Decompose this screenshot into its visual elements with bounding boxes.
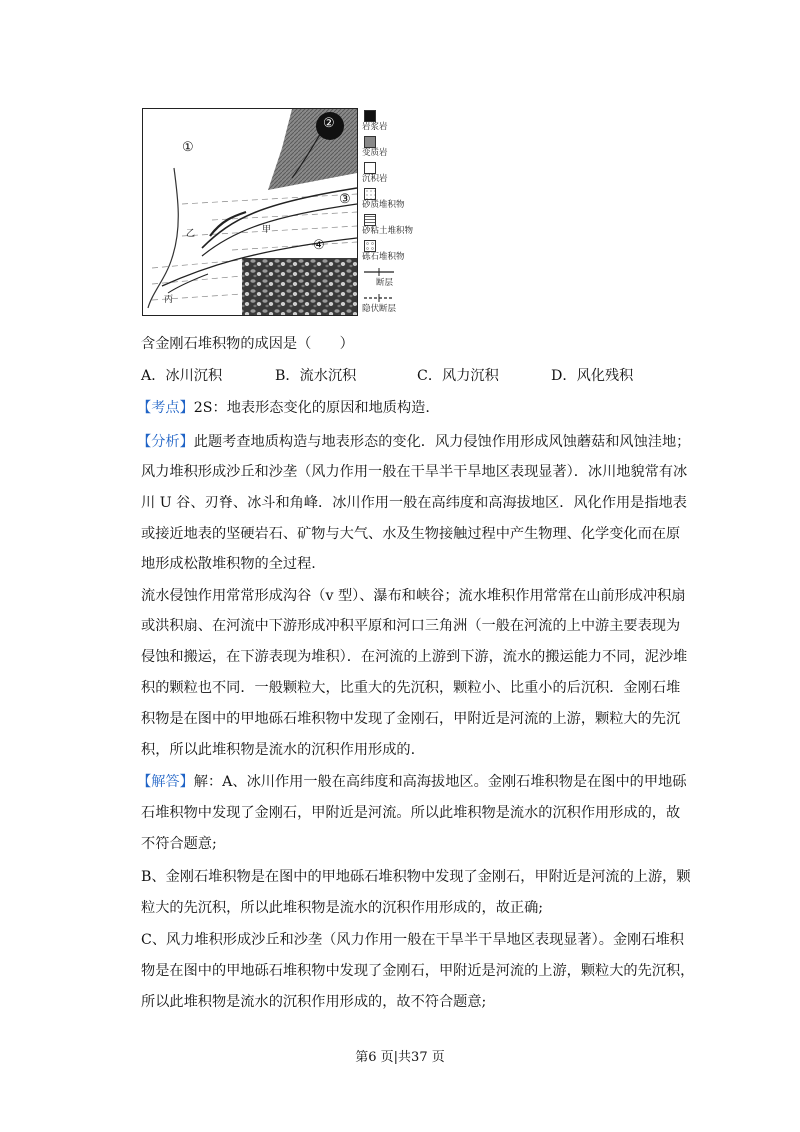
legend-label: 岩浆岩	[362, 122, 388, 132]
map-label-jia: 甲	[262, 225, 272, 235]
legend-label: 沉积岩	[362, 174, 388, 184]
jieda-a-line: 石堆积物中发现了金刚石，甲附近是河流。所以此堆积物是流水的沉积作用形成的，故	[141, 805, 681, 821]
fenxi-para2-line: 积，所以此堆积物是流水的沉积作用形成的.	[141, 742, 416, 758]
question-stem: 含金刚石堆积物的成因是（ ）	[141, 336, 354, 352]
fenxi-para2-line: 或洪积扇、在河流中下游形成冲积平原和河口三角洲（一般在河流的上中游主要表现为	[141, 618, 681, 634]
map-label-1: ①	[182, 140, 194, 155]
legend-item	[362, 266, 424, 292]
options-row	[141, 366, 701, 386]
legend-item	[362, 162, 424, 188]
page-footer: 第6 页|共37 页	[355, 1050, 445, 1065]
option-c: C．风力沉积	[417, 368, 499, 384]
fenxi-para2-line: 积的颗粒也不同．一般颗粒大，比重大的先沉积，颗粒小、比重小的后沉积．金刚石堆	[141, 680, 681, 696]
map-label-yi: 乙	[186, 229, 196, 239]
map-label-3: ③	[339, 192, 351, 207]
jieda-c-line: 物是在图中的甲地砾石堆积物中发现了金刚石，甲附近是河流的上游，颗粒大的先沉积，	[141, 963, 695, 979]
fault-symbol	[364, 268, 394, 276]
legend-swatch	[364, 110, 376, 122]
kaodian-tag: 【考点】	[137, 400, 194, 416]
fenxi-line: 川 U 谷、刃脊、冰斗和角峰．冰川作用一般在高纬度和高海拔地区．风化作用是指地表	[141, 495, 687, 511]
legend-label: 变质岩	[362, 148, 388, 158]
hidden-fault-symbol	[364, 294, 394, 302]
fenxi-line: 或接近地表的坚硬岩石、矿物与大气、水及生物接触过程中产生物理、化学变化而在原	[141, 526, 681, 542]
legend-swatch	[364, 188, 376, 200]
jieda-c-line: 所以此堆积物是流水的沉积作用形成的，故不符合题意;	[141, 994, 487, 1010]
jieda-c-line: C、风力堆积形成沙丘和沙垄（风力作用一般在干旱半干旱地区表现显著）。金刚石堆积	[141, 932, 684, 948]
legend-label: 砂粘土堆积物	[362, 226, 414, 236]
legend-swatch	[364, 214, 376, 226]
jieda-b-line: B、金刚石堆积物是在图中的甲地砾石堆积物中发现了金刚石，甲附近是河流的上游，颗	[141, 869, 691, 885]
legend-swatch	[364, 136, 376, 148]
fenxi-line: 风力堆积形成沙丘和沙垄（风力作用一般在干旱半干旱地区表现显著）．冰川地貌常有冰	[141, 464, 688, 480]
legend-item	[362, 292, 424, 318]
jieda-first-line	[137, 772, 686, 792]
legend-item	[362, 240, 424, 266]
jieda-tag: 【解答】	[137, 774, 194, 790]
geology-figure	[142, 108, 424, 320]
legend-item	[362, 136, 424, 162]
legend-label: 砂质堆积物	[362, 200, 405, 210]
geologic-map	[142, 108, 358, 316]
legend-label: 断层	[376, 278, 394, 288]
kaodian-line	[137, 398, 430, 418]
legend-item	[362, 214, 424, 240]
fenxi-para2-line: 侵蚀和搬运，在下游表现为堆积）．在河流的上游到下游，流水的搬运能力不同，泥沙堆	[141, 649, 688, 665]
map-label-4: ④	[313, 238, 325, 253]
jieda-a-line: 不符合题意;	[141, 836, 217, 852]
fenxi-first-line	[137, 432, 690, 452]
kaodian-text: 2S：地表形态变化的原因和地质构造.	[193, 400, 430, 416]
map-label-2: ②	[323, 116, 335, 131]
fenxi-line: 地形成松散堆积物的全过程.	[141, 556, 316, 572]
option-a: A．冰川沉积	[141, 368, 223, 384]
legend-swatch	[364, 240, 376, 252]
legend-label: 隐伏断层	[362, 304, 397, 314]
jieda-b-line: 粒大的先沉积，所以此堆积物是流水的沉积作用形成的，故正确;	[141, 900, 544, 916]
fenxi-para2-line: 积物是在图中的甲地砾石堆积物中发现了金刚石，甲附近是河流的上游，颗粒大的先沉	[141, 711, 681, 727]
fenxi-line: 此题考查地质构造与地表形态的变化．风力侵蚀作用形成风蚀蘑菇和风蚀洼地；	[193, 434, 691, 450]
legend-item	[362, 110, 424, 136]
option-d: D．风化残积	[551, 368, 634, 384]
legend-swatch	[364, 162, 376, 174]
legend-label: 砾石堆积物	[362, 252, 405, 262]
legend-item	[362, 188, 424, 214]
fenxi-tag: 【分析】	[137, 434, 194, 450]
map-legend	[362, 110, 424, 320]
map-label-bing: 丙	[164, 295, 174, 305]
fenxi-para2-line: 流水侵蚀作用常常形成沟谷（v 型）、瀑布和峡谷；流水堆积作用常常在山前形成冲积扇	[141, 588, 686, 604]
jieda-a-line: 解：A、冰川作用一般在高纬度和高海拔地区。金刚石堆积物是在图中的甲地砾	[193, 774, 687, 790]
option-b: B．流水沉积	[275, 368, 357, 384]
